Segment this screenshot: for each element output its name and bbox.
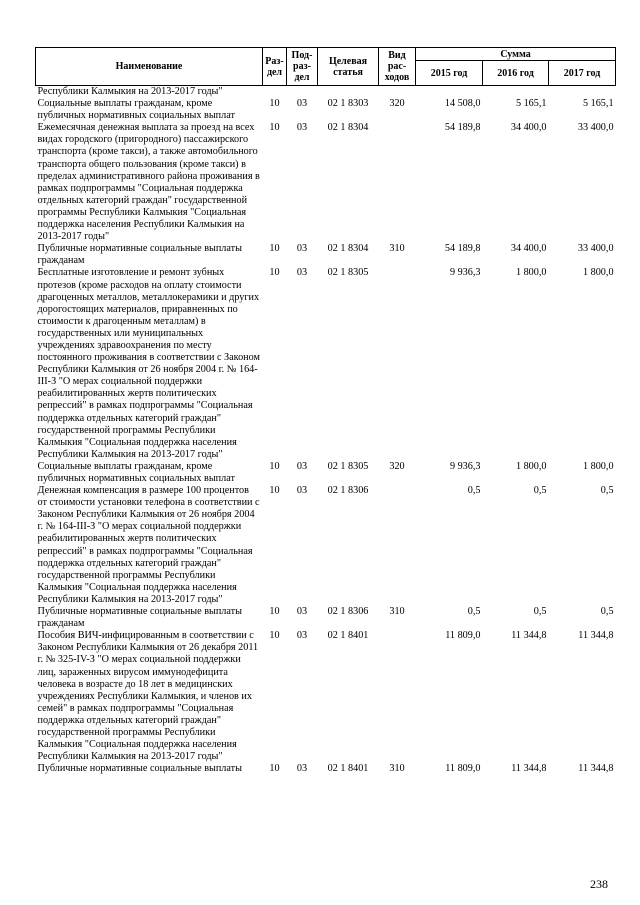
row-section: 10 (269, 763, 280, 775)
row-expense-type (379, 630, 416, 763)
row-sum-2016: 1 800,0 (515, 460, 547, 472)
row-sum-2017: 1 800,0 (582, 460, 614, 472)
row-section (263, 86, 287, 99)
row-name: Публичные нормативные социальные выплаты гражданам (37, 243, 242, 267)
row-name: Пособия ВИЧ-инфицированным в соответствии с Законом Республики Калмыкия от 26 декабря 2011 г. № 325-IV-З "О мерах социальной поддержки лиц, зараженных вирусом иммунодефицита человека в возрасте до 18 лет в медицинских учреждениях Республики Калмыкия, и членов их семей" в рамках подпрограммы "Социальная поддержка отдельных категорий граждан" государственной программы Республики Калмыкия "Социальная поддержка населения Республики Калмыкия на 2013-2017 годы" (37, 630, 259, 763)
row-sum-2016: 34 400,0 (510, 243, 547, 255)
row-expense-type: 310 (389, 243, 405, 255)
table-row (36, 630, 616, 763)
row-sum-2017: 0,5 (600, 606, 614, 618)
row-name: Республики Калмыкия на 2013-2017 годы" (37, 86, 223, 97)
row-sum-2015: 11 809,0 (445, 630, 481, 642)
table-row (36, 606, 616, 630)
row-sum-2016 (483, 86, 549, 99)
row-target: 02 1 8304 (327, 243, 369, 255)
row-section: 10 (269, 606, 280, 618)
row-target: 02 1 8401 (327, 763, 369, 775)
row-name: Социальные выплаты гражданам, кроме публичных нормативных социальных выплат (37, 460, 235, 484)
budget-table (35, 47, 616, 775)
row-target: 02 1 8305 (327, 460, 369, 472)
table-header (36, 48, 616, 86)
row-subsection: 03 (296, 122, 308, 134)
row-subsection (287, 86, 318, 99)
row-sum-2015: 0,5 (467, 485, 481, 497)
row-expense-type (379, 86, 416, 99)
table-row (36, 86, 616, 99)
header-target: Целевая статья (318, 48, 379, 86)
row-sum-2017: 33 400,0 (577, 122, 614, 134)
row-name: Денежная компенсация в размере 100 процентов от стоимости установки телефона в соответствии с Законом Республики Калмыкия от 26 ноября 2004 г. № 164-III-З "О мерах социальной поддержки реабилитированных жертв политических репрессий" в рамках подпрограммы "Социальная поддержка отдельных категорий граждан" государственной программы Республики Калмыкия "Социальная поддержка населения Республики Калмыкия на 2013-2017 годы" (37, 485, 260, 605)
table-row (36, 122, 616, 243)
row-section: 10 (269, 98, 280, 110)
row-expense-type (379, 267, 416, 461)
row-sum-2015: 11 809,0 (445, 763, 481, 775)
row-section: 10 (269, 122, 280, 134)
row-section: 10 (269, 460, 280, 472)
table-body (36, 86, 616, 776)
row-sum-2017 (549, 86, 616, 99)
row-sum-2016: 11 344,8 (511, 763, 547, 775)
row-sum-2015: 9 936,3 (449, 267, 481, 279)
header-2015: 2015 год (416, 61, 483, 86)
row-subsection: 03 (296, 243, 308, 255)
row-subsection: 03 (296, 267, 308, 279)
row-sum-2017: 0,5 (600, 485, 614, 497)
page-number: 238 (590, 877, 608, 891)
row-section: 10 (269, 630, 280, 642)
table-row (36, 98, 616, 122)
row-sum-2015: 54 189,8 (444, 243, 481, 255)
table-row (36, 485, 616, 606)
row-name: Публичные нормативные социальные выплаты (37, 763, 242, 775)
table-row (36, 763, 616, 775)
row-sum-2015: 0,5 (467, 606, 481, 618)
row-sum-2016: 1 800,0 (515, 267, 547, 279)
row-name: Ежемесячная денежная выплата за проезд на всех видах городского (пригородного) пассажирского транспорта (кроме такси), а также автомобильного транспорта общего пользования (кроме такси) в пределах административного района проживания в рамках подпрограммы "Социальная поддержка отдельных категорий граждан" государственной программы Республики Калмыкия "Социальная поддержка населения Республики Калмыкия на 2013-2017 годы" (37, 122, 260, 243)
header-sum: Сумма (416, 48, 616, 61)
row-sum-2016: 5 165,1 (515, 98, 547, 110)
table-row (36, 267, 616, 461)
row-expense-type (379, 122, 416, 243)
row-section: 10 (269, 485, 280, 497)
header-2017: 2017 год (549, 61, 616, 86)
header-name: Наименование (36, 48, 263, 86)
row-sum-2015: 9 936,3 (449, 460, 481, 472)
table-row (36, 243, 616, 267)
row-sum-2017: 11 344,8 (578, 630, 614, 642)
row-sum-2016: 34 400,0 (510, 122, 547, 134)
row-sum-2015 (416, 86, 483, 99)
row-expense-type: 320 (389, 460, 405, 472)
row-expense-type: 310 (389, 763, 405, 775)
row-sum-2017: 1 800,0 (582, 267, 614, 279)
row-subsection: 03 (296, 763, 308, 775)
row-name: Бесплатные изготовление и ремонт зубных протезов (кроме расходов на оплату стоимости драгоценных металлов, металлокерамики и других дорогостоящих материалов, приравненных по стоимости к драгоценным металлам) в государственных или муниципальных учреждениях здравоохранения по месту постоянного проживания в соответствии с Законом Республики Калмыкия от 26 ноября 2004 г. № 164-III-З "О мерах социальной поддержки реабилитированных жертв политических репрессий" в рамках подпрограммы "Социальная поддержка отдельных категорий граждан" государственной программы Республики Калмыкия "Социальная поддержка населения Республики Калмыкия на 2013-2017 годы" (37, 267, 260, 460)
row-name: Социальные выплаты гражданам, кроме публичных нормативных социальных выплат (37, 98, 235, 122)
row-sum-2015: 54 189,8 (444, 122, 481, 134)
header-expense-type: Вид рас- ходов (379, 48, 416, 86)
row-sum-2017: 11 344,8 (578, 763, 614, 775)
row-section: 10 (269, 243, 280, 255)
header-section: Раз- дел (263, 48, 287, 86)
row-sum-2016: 11 344,8 (511, 630, 547, 642)
row-subsection: 03 (296, 98, 308, 110)
row-target: 02 1 8306 (327, 485, 369, 497)
row-sum-2015: 14 508,0 (444, 98, 481, 110)
row-sum-2016: 0,5 (533, 606, 547, 618)
row-target: 02 1 8306 (327, 606, 369, 618)
row-target: 02 1 8305 (327, 267, 369, 279)
row-subsection: 03 (296, 460, 308, 472)
row-subsection: 03 (296, 485, 308, 497)
row-name: Публичные нормативные социальные выплаты гражданам (37, 606, 242, 630)
header-subsection: Под- раз- дел (287, 48, 318, 86)
row-target: 02 1 8401 (327, 630, 369, 642)
row-sum-2017: 5 165,1 (582, 98, 614, 110)
row-sum-2017: 33 400,0 (577, 243, 614, 255)
row-expense-type (379, 485, 416, 606)
row-target: 02 1 8304 (327, 122, 369, 134)
row-expense-type: 320 (389, 98, 405, 110)
row-subsection: 03 (296, 606, 308, 618)
row-section: 10 (269, 267, 280, 279)
row-subsection: 03 (296, 630, 308, 642)
row-sum-2016: 0,5 (533, 485, 547, 497)
row-expense-type: 310 (389, 606, 405, 618)
row-target: 02 1 8303 (327, 98, 369, 110)
row-target (318, 86, 379, 99)
table-row (36, 461, 616, 485)
header-2016: 2016 год (483, 61, 549, 86)
